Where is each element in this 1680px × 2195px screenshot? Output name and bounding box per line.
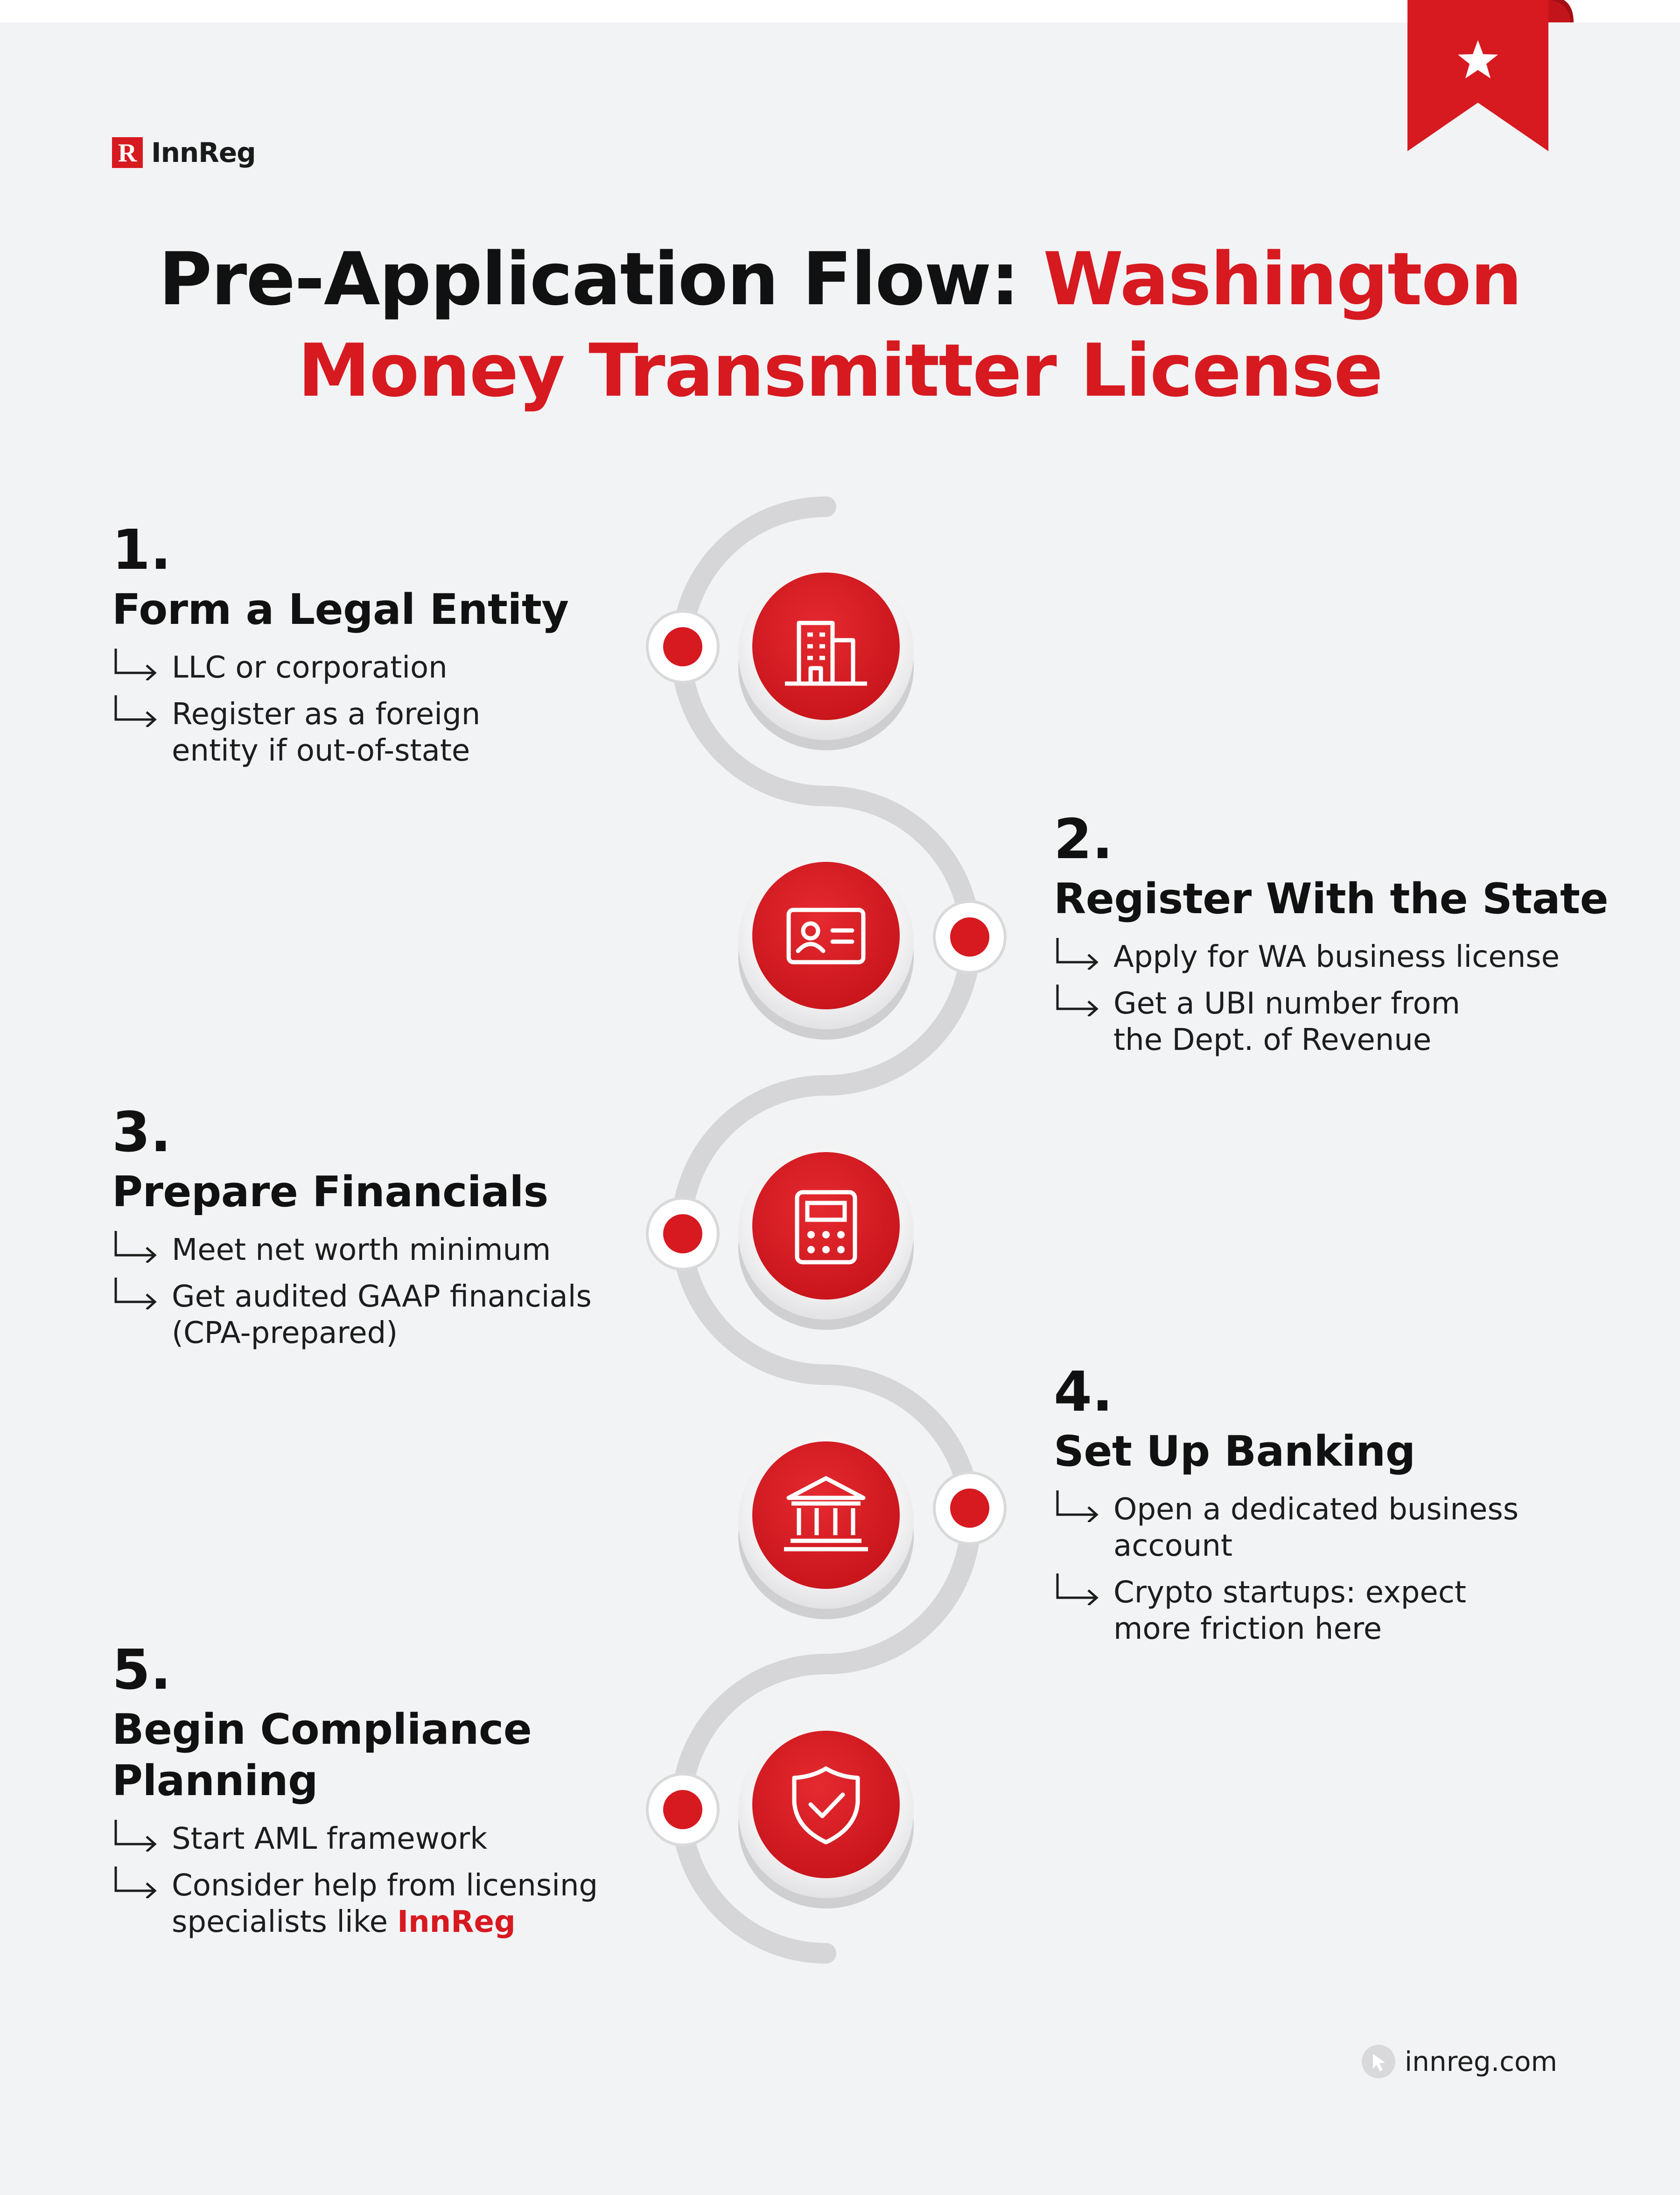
corner-arrow-icon [112, 693, 161, 727]
corner-arrow-icon [1054, 1572, 1102, 1605]
step-title: Register With the State [1054, 874, 1609, 923]
list-item [112, 1867, 657, 1940]
title-part-1: Pre-Application Flow: [159, 237, 1043, 322]
logo-letter: R [118, 139, 137, 168]
step-title: Prepare Financials [112, 1167, 548, 1216]
list-item-text: Consider help from licensing specialists like [172, 1868, 598, 1939]
list-item [112, 650, 592, 686]
list-item [1054, 939, 1673, 975]
title-part-2: Washington [1043, 237, 1521, 322]
list-item-text: Meet net worth minimum [172, 1233, 551, 1267]
list-item-text: Apply for WA business license [1113, 940, 1560, 974]
corner-arrow-icon [112, 1865, 161, 1898]
list-item [112, 1821, 638, 1857]
list-item-text: Register as a foreign entity if out-of-state [172, 697, 481, 768]
corner-arrow-icon [112, 647, 161, 680]
cursor-click-icon [1361, 2044, 1396, 2079]
corner-arrow-icon [112, 1276, 161, 1309]
corner-arrow-icon [1054, 983, 1102, 1016]
innreg-brand-mention[interactable]: InnReg [397, 1905, 516, 1939]
list-item [1054, 1491, 1580, 1564]
step-number: 4. [1054, 1359, 1113, 1424]
step-title: Set Up Banking [1054, 1427, 1415, 1476]
step-title: Form a Legal Entity [112, 585, 569, 634]
title-part-3: Money Transmitter License [298, 328, 1382, 413]
step-3 [112, 1099, 719, 1362]
list-item [112, 1232, 638, 1268]
brand-name: InnReg [151, 137, 256, 168]
sub-list [112, 650, 719, 769]
step-2 [1054, 806, 1660, 1069]
footer-url: innreg.com [1405, 2046, 1558, 2077]
list-item [112, 696, 526, 769]
footer-link[interactable] [1361, 2044, 1557, 2079]
sub-list [112, 1232, 719, 1351]
step-1 [112, 517, 719, 779]
step-number: 5. [112, 1637, 171, 1702]
corner-arrow-icon [1054, 1489, 1102, 1522]
list-item-text: Open a dedicated business account [1113, 1492, 1519, 1563]
step-number: 2. [1054, 807, 1113, 871]
sub-list [1054, 939, 1660, 1058]
corner-arrow-icon [112, 1818, 161, 1852]
step-4 [1054, 1359, 1660, 1657]
list-item-text: Start AML framework [172, 1822, 488, 1856]
list-item-text: LLC or corporation [172, 650, 448, 685]
list-item [112, 1279, 592, 1351]
list-item [1054, 1574, 1552, 1647]
corner-arrow-icon [1054, 936, 1102, 970]
step-title: Begin Compliance Planning [112, 1705, 532, 1805]
list-item-text: Crypto startups: expect more friction here [1113, 1575, 1466, 1646]
list-item-text: Get a UBI number from the Dept. of Revenue [1113, 986, 1460, 1057]
step-number: 3. [112, 1100, 171, 1164]
sub-list [1054, 1491, 1660, 1647]
step-5 [112, 1637, 719, 1950]
list-item-text: Get audited GAAP financials (CPA-prepared) [172, 1279, 592, 1350]
corner-arrow-icon [112, 1229, 161, 1263]
list-item [1054, 986, 1487, 1058]
step-number: 1. [112, 517, 171, 582]
sub-list [112, 1821, 719, 1940]
